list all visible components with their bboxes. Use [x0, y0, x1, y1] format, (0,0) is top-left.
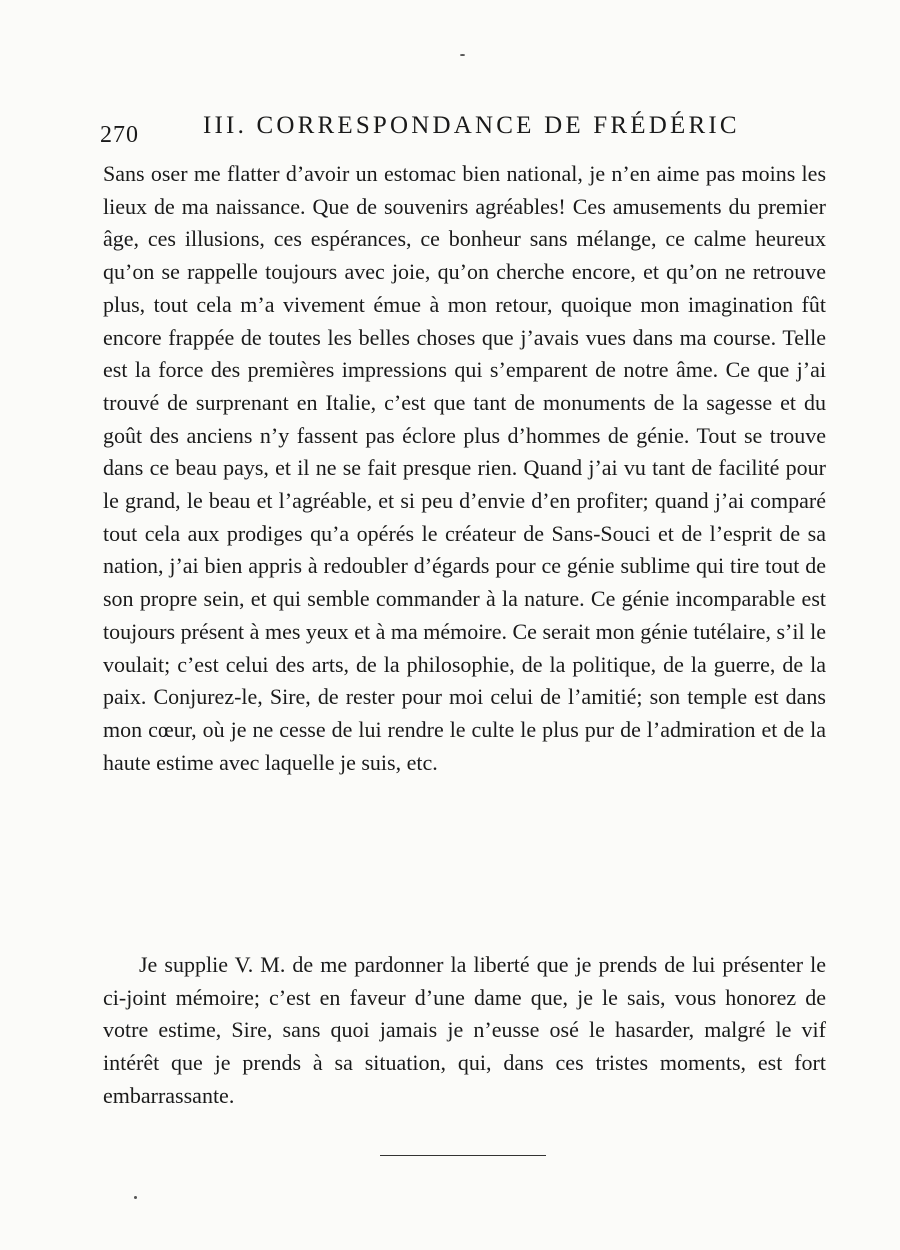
letter-paragraph: Sans oser me flatter d’avoir un estomac bien national, je n’en aime pas moins les lieux de ma naissance. Que de souvenirs agréables! Ces amusements du premier âge, ces illusions, ces espérances, ce bonheur sans mélange, ce calme heureux qu’on se rappelle toujours avec joie, qu’on cherche encore, et qu’on ne retrouve plus, tout cela m’a vivement émue à mon retour, quoique mon imagination fût encore frappée de toutes les belles choses que j’avais vues dans ma course. Telle est la force des premières impressions qui s’emparent de notre âme. Ce que j’ai trouvé de surprenant en Italie, c’est que tant de monuments de la sagesse et du goût des anciens n’y fassent pas éclore plus d’hommes de génie. Tout se trouve dans ce beau pays, et il ne se fait presque rien. Quand j’ai vu tant de facilité pour le grand, le beau et l’agréable, et si peu d’envie d’en profiter; quand j’ai comparé tout cela aux prodiges qu’a opérés le créateur de Sans-Souci et de l’esprit de sa nation, j’ai bien appris à redoubler d’égards pour ce génie sublime qui tire tout de son propre sein, et qui semble commander à la nature. Ce génie incomparable est toujours présent à mes yeux et à ma mémoire. Ce serait mon génie tutélaire, s’il le voulait; c’est celui des arts, de la philosophie, de la politique, de la guerre, de la paix. Conjurez-le, Sire, de rester pour moi celui de l’amitié; son temple est dans mon cœur, où je ne cesse de lui rendre le culte le plus pur de l’admiration et de la haute estime avec laquelle je suis, etc.: [103, 161, 826, 775]
print-speck: [134, 1196, 137, 1199]
postscript-paragraph: Je supplie V. M. de me pardonner la liberté que je prends de lui présenter le ci-joint mémoire; c’est en faveur d’une dame que, je le sais, vous honorez de votre estime, Sire, sans quoi jamais je n’eusse osé le hasarder, malgré le vif intérêt que je prends à sa situation, qui, dans ces tristes moments, est fort embarrassante.: [103, 952, 826, 1108]
section-divider: [380, 1155, 546, 1156]
page-header: [100, 112, 740, 146]
page-number: 270: [100, 122, 139, 148]
running-head: III. CORRESPONDANCE DE FRÉDÉRIC: [203, 112, 740, 139]
print-speck: [460, 54, 465, 56]
